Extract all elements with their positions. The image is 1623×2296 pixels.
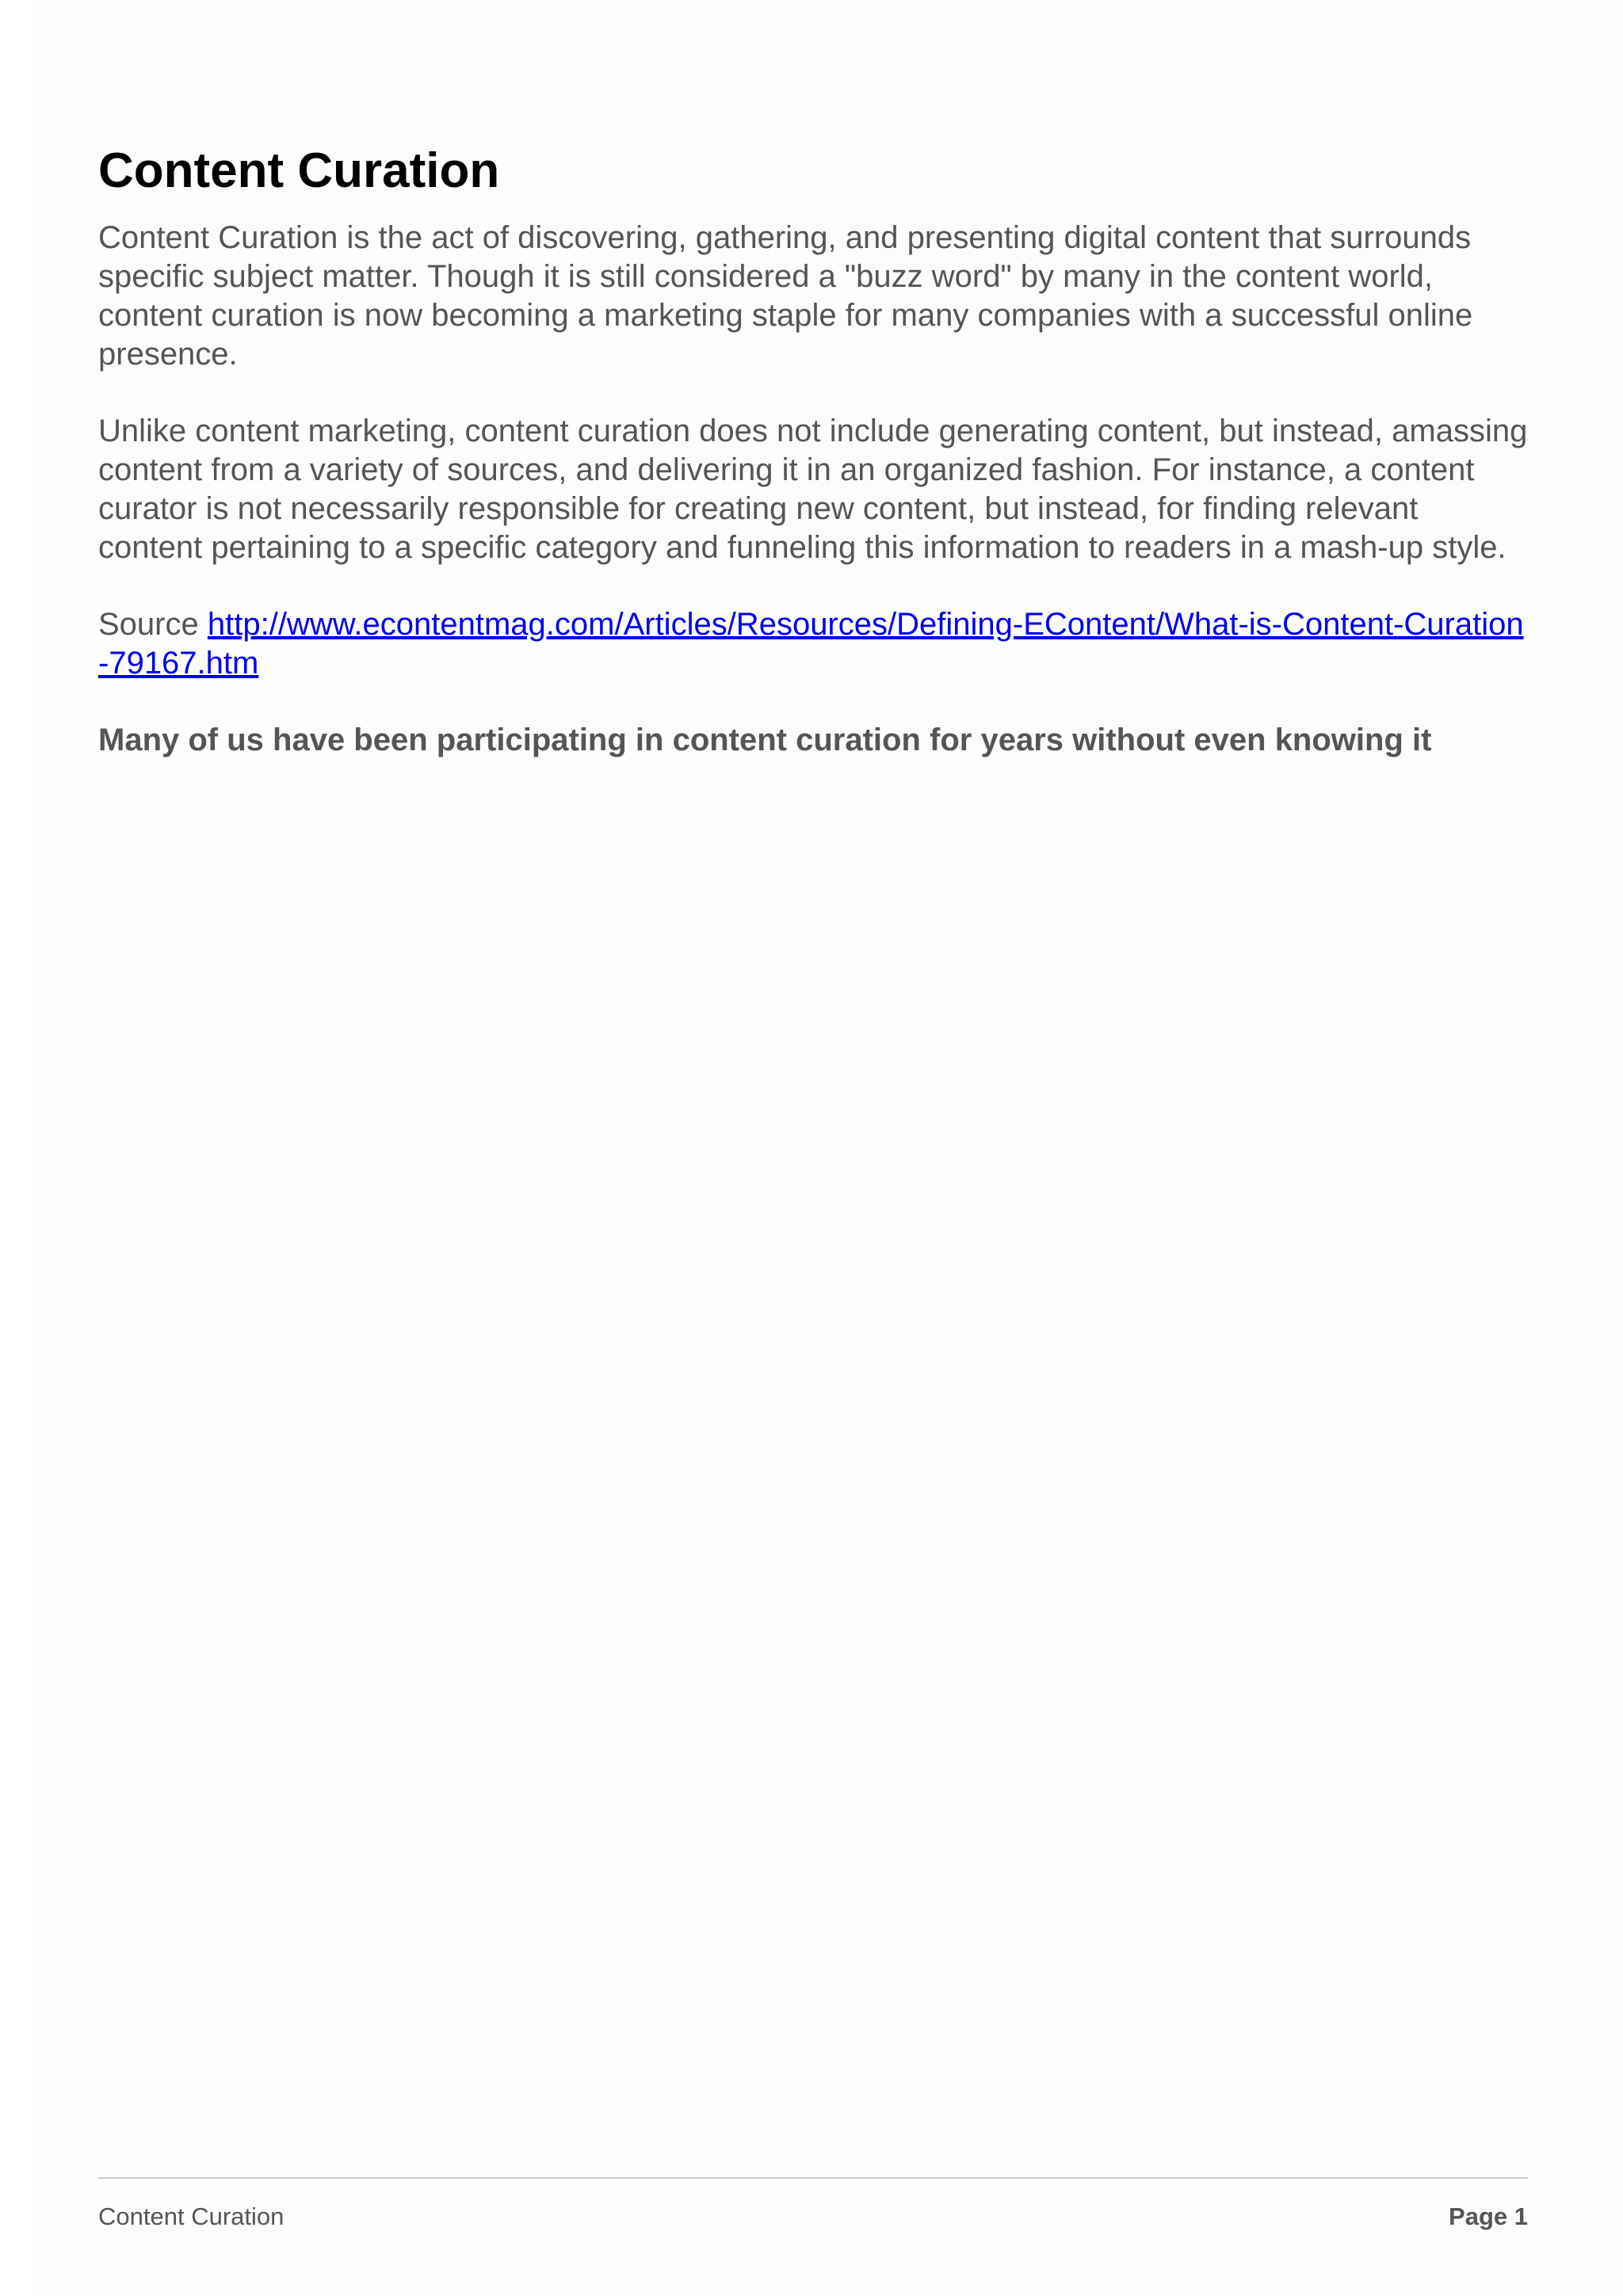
page-title: Content Curation [98,143,500,198]
source-link[interactable]: http://www.econtentmag.com/Articles/Resources/Defining-EContent/What-is-Content-Curation-79167.htm [98,607,1524,681]
paragraph-comparison: Unlike content marketing, content curation does not include generating content, but instead, amassing content from a variety of sources, and delivering it in an organized fashion. For instance, a content curator is not necessarily responsible for creating new content, but instead, for finding relevant content pertaining to a specific category and funneling this information to readers in a mash-up style. [98,414,1528,565]
bold-statement: Many of us have been participating in content curation for years without even knowing it [98,723,1432,757]
source-label: Source [98,607,199,642]
page-footer [98,2201,1528,2233]
footer-divider [98,2177,1528,2179]
page-content [98,135,1528,760]
paragraph-definition: Content Curation is the act of discovering, gathering, and presenting digital content that surrounds specific subject matter. Though it is still considered a "buzz word" by many in the content world, content curation is now becoming a marketing staple for many companies with a successful online presence. [98,220,1473,372]
footer-page-number: Page 1 [1449,2203,1528,2230]
footer-document-title: Content Curation [98,2203,285,2230]
source-line [98,605,1528,683]
